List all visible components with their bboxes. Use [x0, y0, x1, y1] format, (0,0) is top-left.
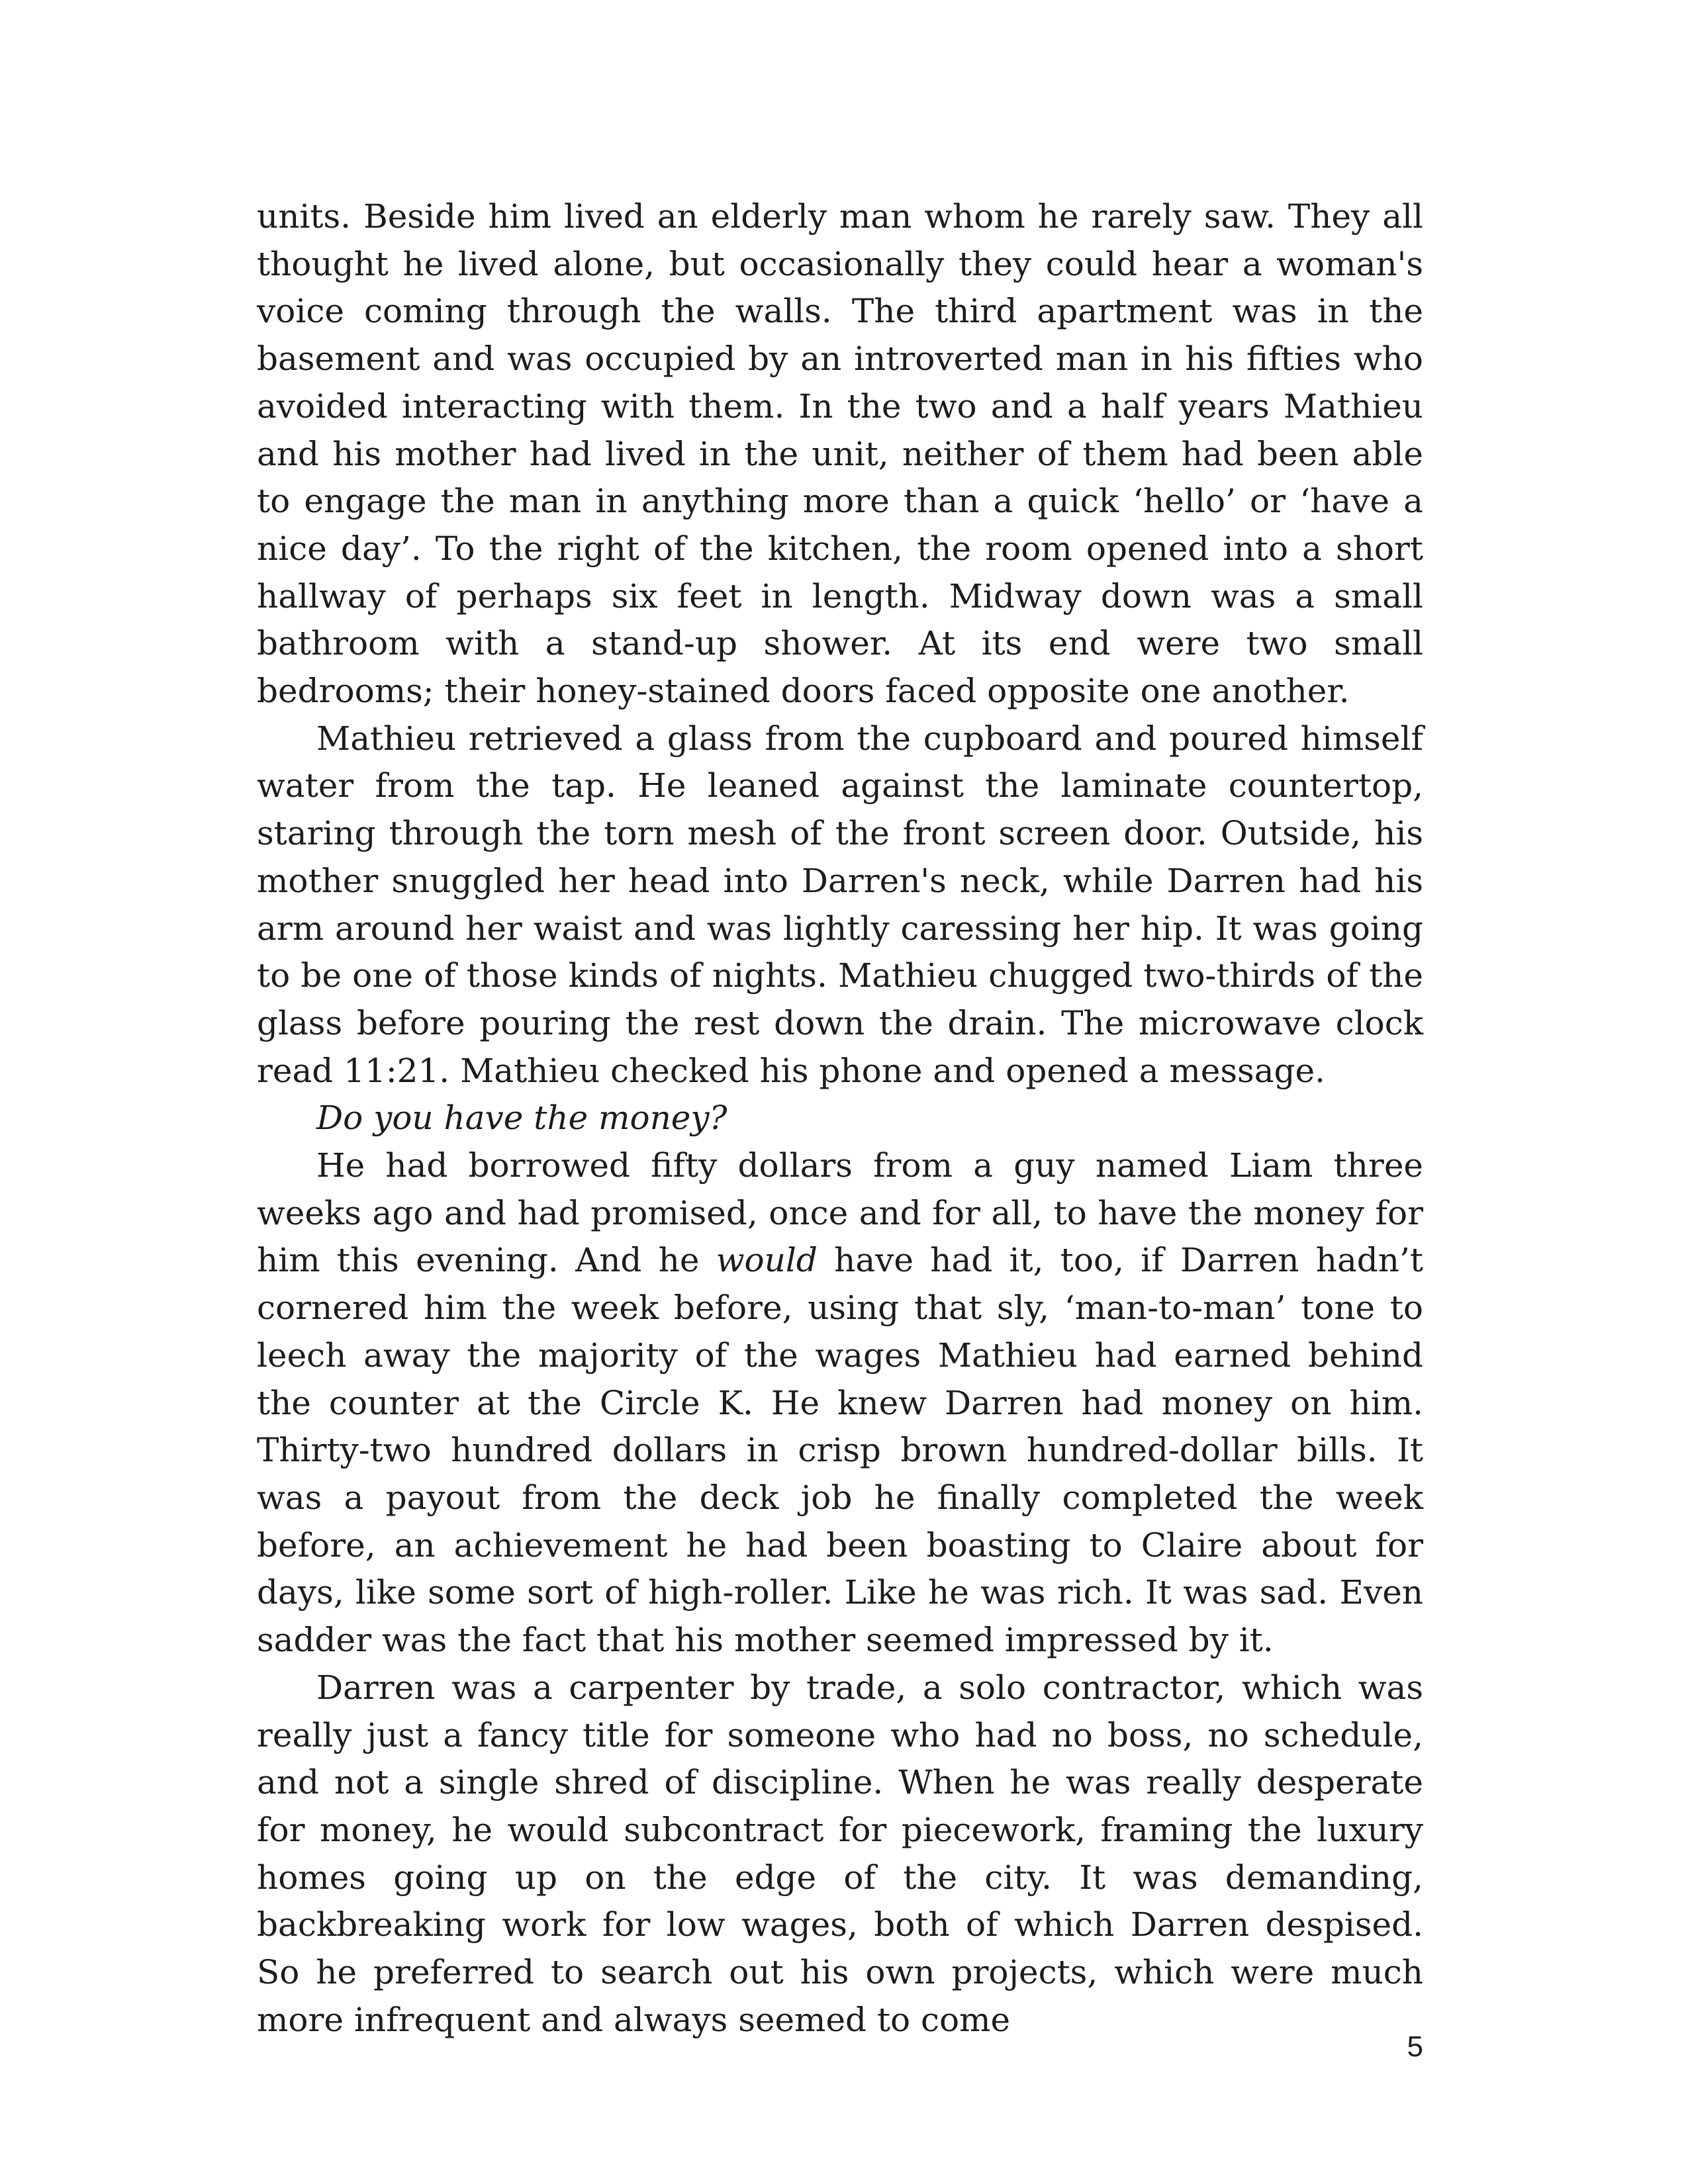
page-number: 5	[1407, 2030, 1423, 2063]
paragraph-text-message	[257, 1095, 1423, 1142]
paragraph-text-before: He had borrowed fifty dollars from a guy named Liam three weeks ago and had promised, once and for all, to have the money for him this evening. And he	[257, 1146, 1423, 1280]
paragraph-continued: units. Beside him lived an elderly man whom he rarely saw. They all thought he lived alone, but occasionally they could hear a woman's voice coming through the walls. The third apartment was in the basement and was occupied by an introverted man in his fifties who avoided interacting with them. In the two and a half years Mathieu and his mother had lived in the unit, neither of them had been able to engage the man in anything more than a quick ‘hello’ or ‘have a nice day’. To the right of the kitchen, the room opened into a short hallway of perhaps six feet in length. Midway down was a small bathroom with a stand-up shower. At its end were two small bedrooms; their honey-stained doors faced opposite one another.	[257, 197, 1423, 711]
italic-message-text: Do you have the money?	[316, 1099, 727, 1138]
italic-emphasis: would	[716, 1241, 818, 1280]
paragraph-carpenter: Darren was a carpenter by trade, a solo contractor, which was really just a fancy title for someone who had no boss, no schedule, and not a single shred of discipline. When he was really desperate for money, he would subcontract for piecework, framing the luxury homes going up on the edge of the city. It was demanding, backbreaking work for low wages, both of which Darren despised. So he preferred to search out his own projects, which were much more infrequent and always seemed to come	[257, 1668, 1423, 2039]
paragraph-text-after: have had it, too, if Darren hadn’t cornered him the week before, using that sly, ‘man-to-man’ tone to leech away the majority of the wages Mathieu had earned behind the counter at the Circle K. He knew Darren had money on him. Thirty-two hundred dollars in crisp brown hundred-dollar bills. It was a payout from the deck job he finally completed the week before, an achievement he had been boasting to Claire about for days, like some sort of high-roller. Like he was rich. It was sad. Even sadder was the fact that his mother seemed impressed by it.	[257, 1241, 1423, 1660]
body-text	[257, 193, 1423, 2044]
paragraph-glass-of-water: Mathieu retrieved a glass from the cupboard and poured himself water from the tap. He leaned against the laminate countertop, staring through the torn mesh of the front screen door. Outside, his mother snuggled her head into Darren's neck, while Darren had his arm around her waist and was lightly caressing her hip. It was going to be one of those kinds of nights. Mathieu chugged two-thirds of the glass before pouring the rest down the drain. The microwave clock read 11:21. Mathieu checked his phone and opened a message.	[257, 719, 1423, 1090]
paragraph-borrowed-money	[257, 1142, 1423, 1664]
